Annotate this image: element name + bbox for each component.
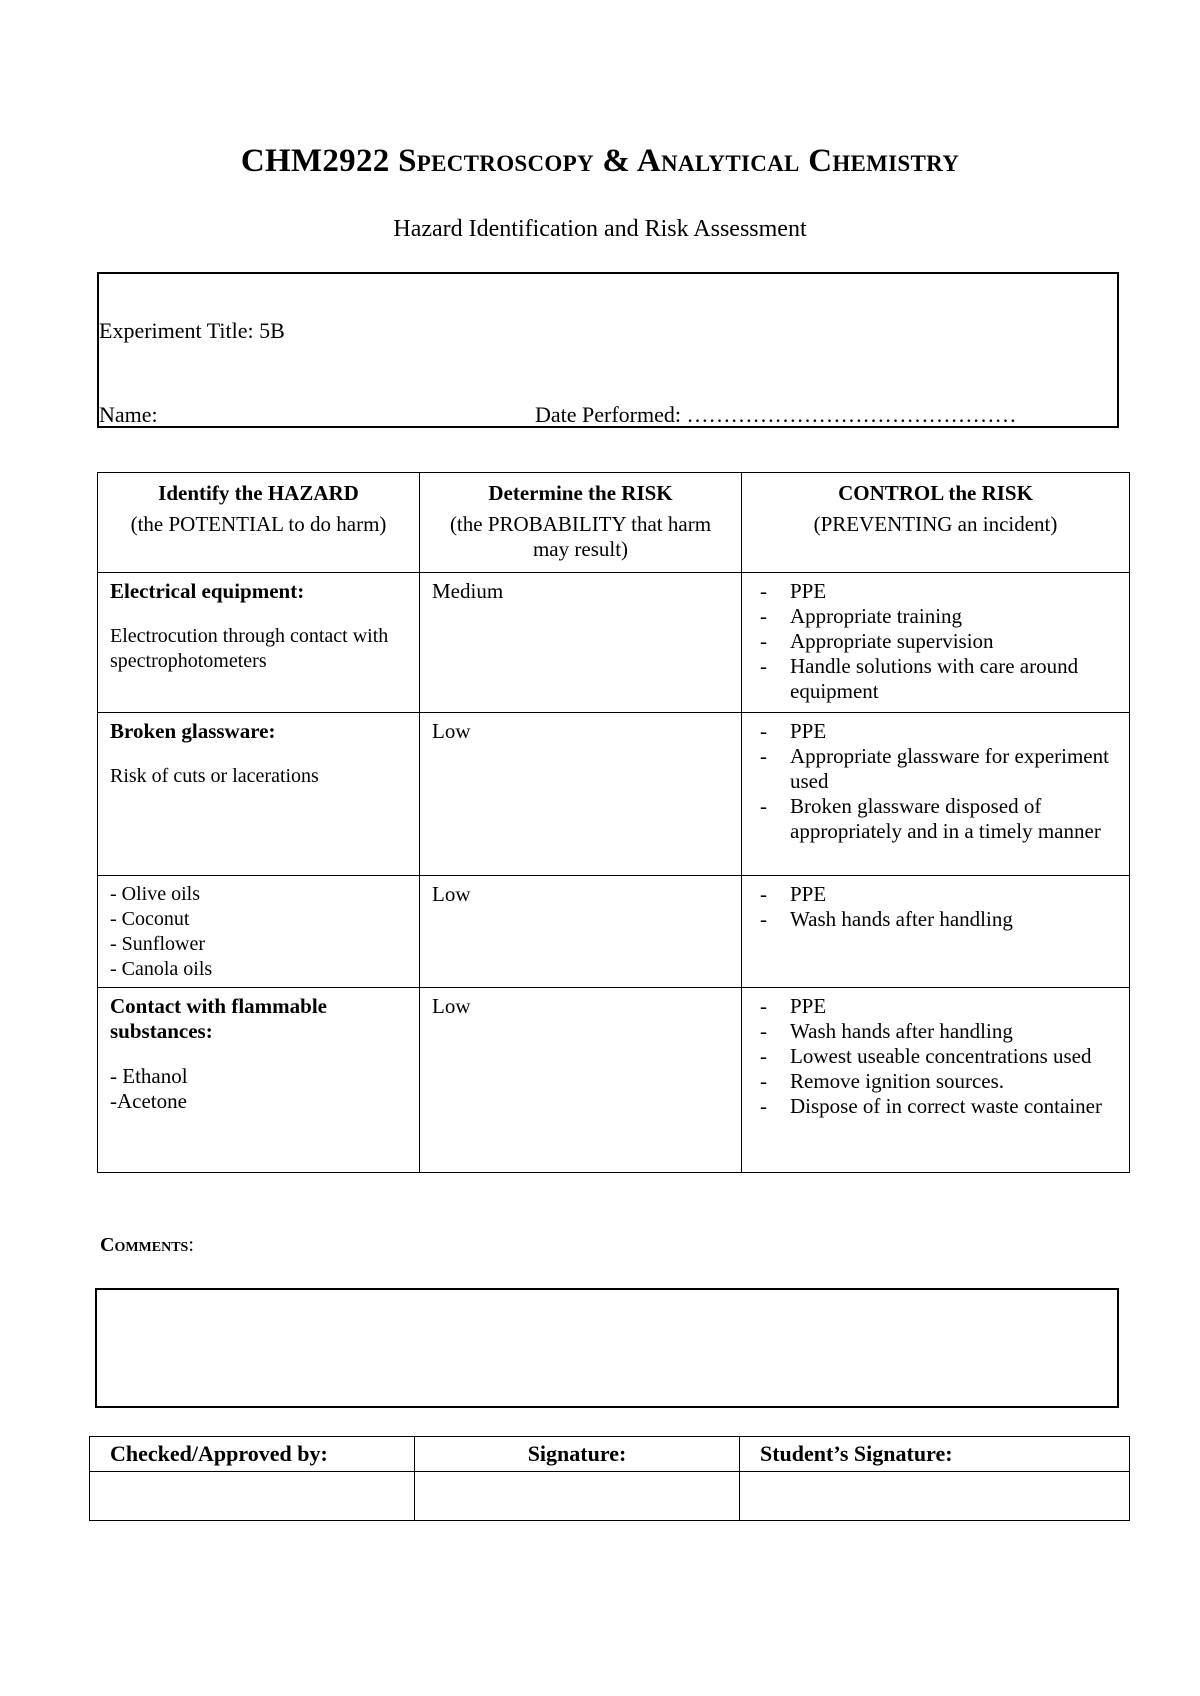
hazard-description: Electrocution through contact with spectrophotometers [110, 625, 389, 672]
control-list [754, 994, 1117, 1119]
table-row [98, 876, 1130, 988]
hazard-list-item: - Coconut [110, 908, 190, 930]
control-item: - PPE [754, 719, 1117, 744]
name-label: Name: [99, 402, 158, 427]
hazard-title: Electrical equipment: [110, 579, 305, 603]
hazard-list-item: - Sunflower [110, 933, 205, 955]
student-signature-field[interactable] [740, 1472, 1130, 1521]
control-item: - Wash hands after handling [754, 1019, 1117, 1044]
control-item: - Appropriate training [754, 604, 1117, 629]
table-header-row [98, 473, 1130, 573]
experiment-info-box [97, 272, 1119, 428]
hazard-list-item: - Canola oils [110, 958, 213, 980]
comments-label-text: Comments [100, 1234, 189, 1256]
control-column-header [742, 473, 1130, 573]
comments-box[interactable] [95, 1288, 1119, 1408]
risk-header-title: Determine the RISK [488, 481, 673, 505]
control-item: - PPE [754, 579, 1117, 604]
control-item: - Wash hands after handling [754, 907, 1117, 932]
hazard-list-item: - Ethanol [110, 1064, 188, 1088]
risk-cell: Low [420, 713, 742, 876]
comments-label [100, 1234, 194, 1257]
risk-cell: Medium [420, 573, 742, 713]
hazard-title: Contact with flammable substances: [110, 994, 327, 1043]
hazard-list-item: - Olive oils [110, 883, 200, 905]
signoff-table [89, 1436, 1130, 1521]
table-row [98, 573, 1130, 713]
control-cell [742, 876, 1130, 988]
control-header-subtitle: (PREVENTING an incident) [813, 512, 1058, 536]
control-cell [742, 713, 1130, 876]
control-item: - Dispose of in correct waste container [754, 1094, 1117, 1119]
control-item: - Handle solutions with care around equipment [754, 654, 1117, 704]
date-performed-label: Date Performed: ……………………………………… [535, 402, 1017, 427]
signoff-entry-row [90, 1472, 1130, 1521]
control-item: - Remove ignition sources. [754, 1069, 1117, 1094]
control-item: - PPE [754, 882, 1117, 907]
student-signature-label: Student’s Signature: [740, 1437, 1130, 1472]
signature-field[interactable] [415, 1472, 740, 1521]
checked-approved-label: Checked/Approved by: [90, 1437, 415, 1472]
control-cell [742, 573, 1130, 713]
risk-assessment-table [97, 472, 1130, 1173]
control-list [754, 719, 1117, 844]
hazard-header-subtitle: (the POTENTIAL to do harm) [130, 512, 387, 536]
hazard-cell [98, 573, 420, 713]
control-item: - Appropriate supervision [754, 629, 1117, 654]
risk-cell: Low [420, 876, 742, 988]
hazard-title: Broken glassware: [110, 719, 276, 743]
control-header-title: CONTROL the RISK [838, 481, 1033, 505]
control-item: - Appropriate glassware for experiment used [754, 744, 1117, 794]
risk-cell: Low [420, 988, 742, 1173]
course-title: CHM2922 Spectroscopy & Analytical Chemistry [240, 143, 960, 179]
comments-colon: : [188, 1234, 194, 1256]
hazard-cell [98, 876, 420, 988]
risk-header-subtitle: (the PROBABILITY that harm may result) [449, 512, 712, 561]
checked-approved-field[interactable] [90, 1472, 415, 1521]
table-row [98, 988, 1130, 1173]
form-subtitle: Hazard Identification and Risk Assessment [393, 216, 807, 242]
hazard-column-header [98, 473, 420, 573]
risk-column-header [420, 473, 742, 573]
control-item: - Broken glassware disposed of appropriately and in a timely manner [754, 794, 1117, 844]
hazard-header-title: Identify the HAZARD [158, 481, 359, 505]
control-item: - Lowest useable concentrations used [754, 1044, 1117, 1069]
hazard-cell [98, 713, 420, 876]
hazard-cell [98, 988, 420, 1173]
hazard-list-item: -Acetone [110, 1089, 187, 1113]
experiment-title: Experiment Title: 5B [99, 318, 285, 343]
signature-label: Signature: [415, 1437, 740, 1472]
control-list [754, 882, 1117, 932]
table-row [98, 713, 1130, 876]
control-list [754, 579, 1117, 704]
signoff-header-row [90, 1437, 1130, 1472]
control-cell [742, 988, 1130, 1173]
control-item: - PPE [754, 994, 1117, 1019]
hazard-description: Risk of cuts or lacerations [110, 765, 319, 787]
